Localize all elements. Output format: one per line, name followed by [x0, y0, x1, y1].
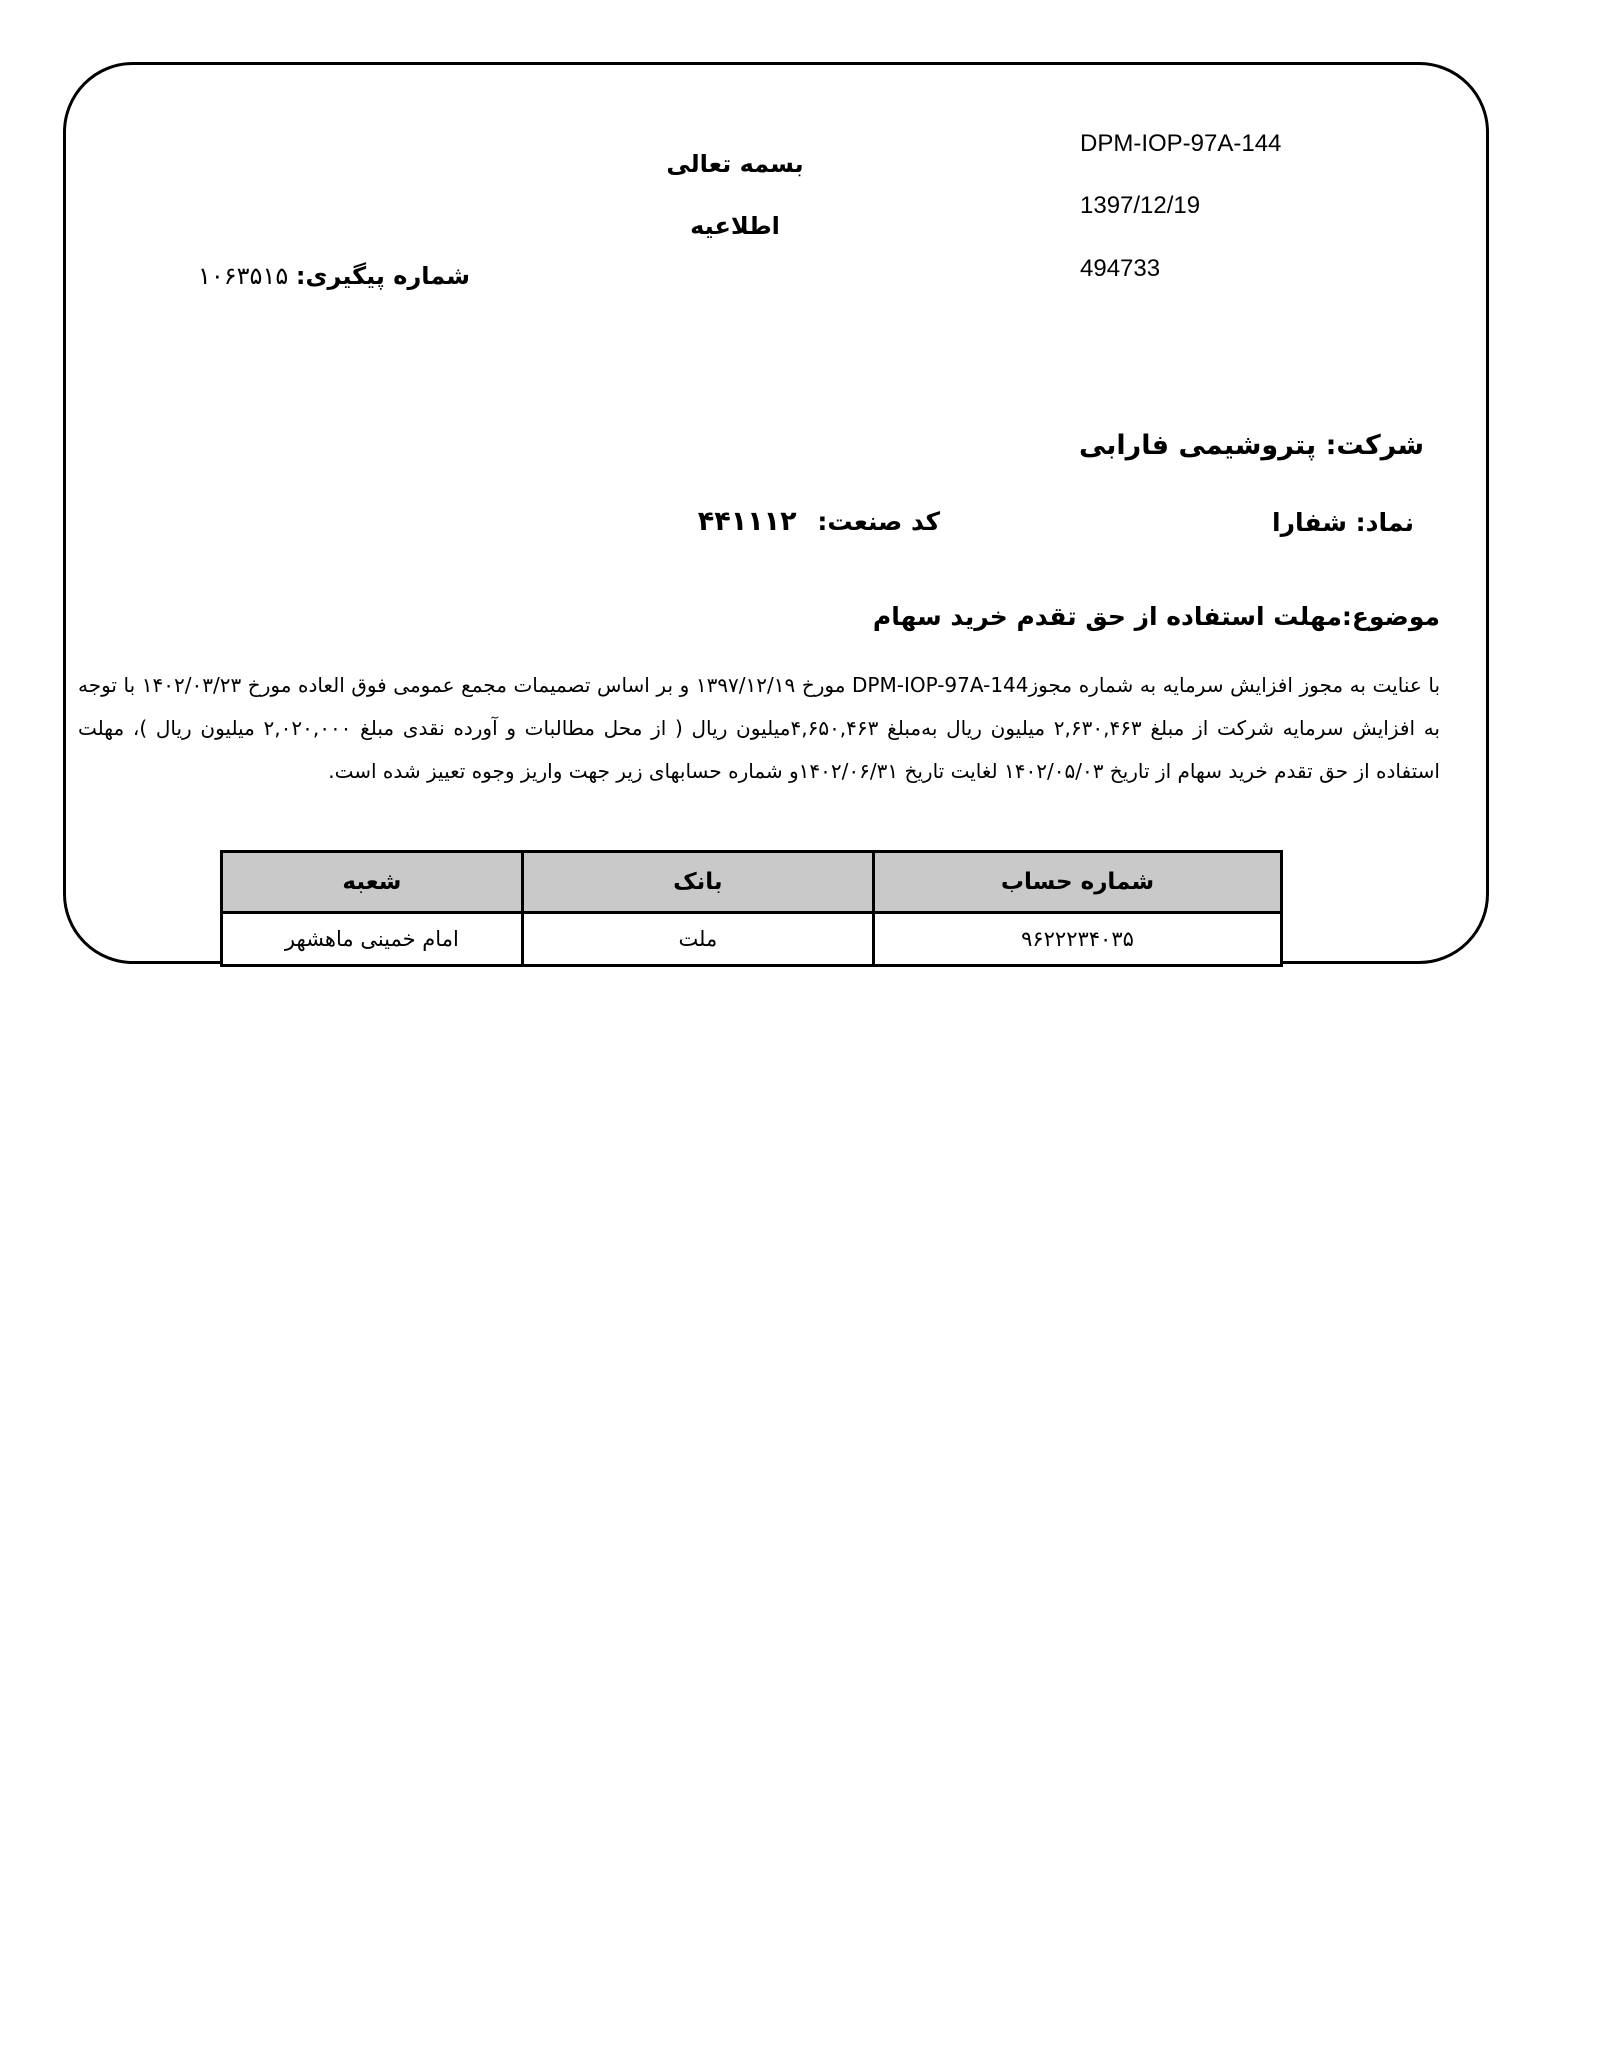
bismillah-heading: بسمه تعالی [666, 150, 804, 178]
tracking-number [190, 262, 470, 290]
table-header-row [222, 852, 1282, 913]
letter-date: 1397/12/19 [1080, 192, 1201, 219]
stock-symbol: نماد: شفارا [1272, 508, 1414, 537]
cell-branch: امام خمینی ماهشهر [222, 913, 523, 966]
tracking-label: شماره پیگیری: [295, 262, 470, 290]
letter-attachment: 494733 [1080, 255, 1161, 282]
company-name: شرکت: پتروشیمی فارابی [1078, 430, 1424, 461]
industry-value: ۴۴۱۱۱۲ [697, 506, 797, 537]
header-bank: بانک [522, 852, 873, 913]
announcement-title: اطلاعیه [690, 212, 780, 240]
industry-label: کد صنعت: [817, 507, 940, 536]
notice-subject: موضوع:مهلت استفاده از حق تقدم خرید سهام [872, 602, 1440, 631]
header-account-number: شماره حساب [874, 852, 1282, 913]
tracking-value: ۱۰۶۳۵۱۵ [197, 262, 289, 290]
accounts-table [220, 850, 1283, 967]
cell-bank: ملت [522, 913, 873, 966]
notice-body: با عنایت به مجوز افزایش سرمایه به شماره مجوزDPM-IOP-97A-144 مورخ ۱۳۹۷/۱۲/۱۹ و بر اساس تصمیمات مجمع عمومی فوق العاده مورخ ۱۴۰۲/۰۳/۲۳ با توجه به افزایش سرمایه شرکت از مبلغ ۲,۶۳۰,۴۶۳ میلیون ریال به‌مبلغ ۴,۶۵۰,۴۶۳میلیون ریال ( از محل مطالبات و آورده نقدی مبلغ ۲,۰۲۰,۰۰۰ میلیون ریال )، مهلت استفاده از حق تقدم خرید سهام از تاریخ ۱۴۰۲/۰۵/۰۳ لغایت تاریخ ۱۴۰۲/۰۶/۳۱و شماره حسابهای زیر جهت واریز وجوه تعییز شده است. [78, 673, 1441, 783]
table-row [222, 913, 1282, 966]
header-branch: شعبه [222, 852, 523, 913]
industry-code [690, 506, 940, 537]
cell-account-number: ۹۶۲۲۲۳۴۰۳۵ [874, 913, 1282, 966]
letter-number: DPM-IOP-97A-144 [1080, 130, 1282, 157]
